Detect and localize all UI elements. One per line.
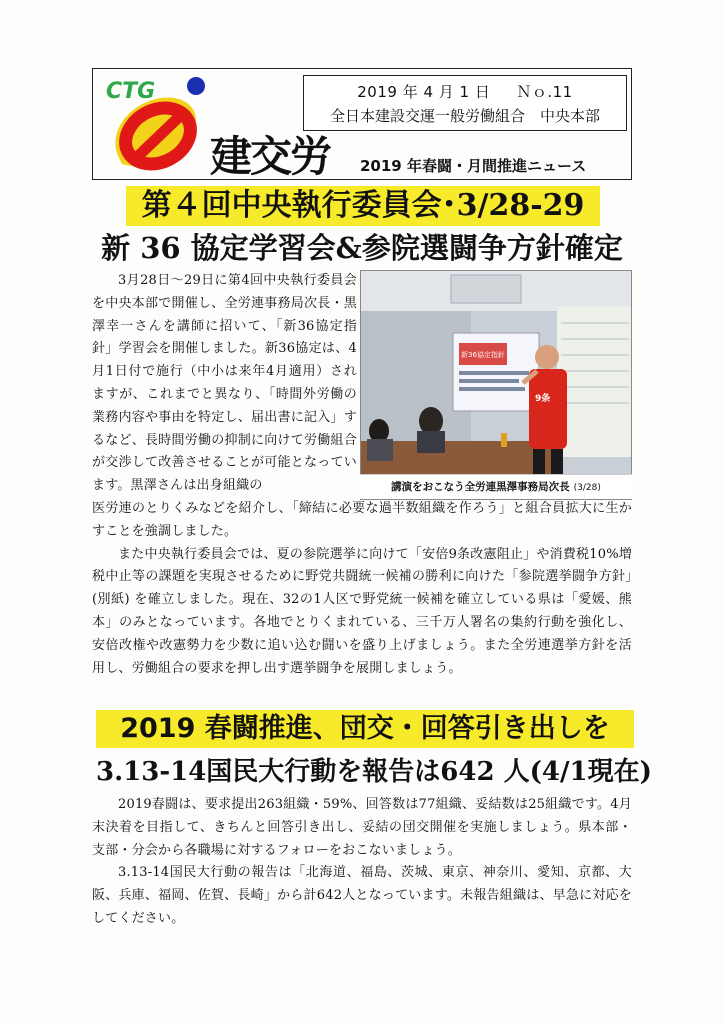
shirt-text: 9条 <box>535 394 551 404</box>
slide-text: 新36協定指針 <box>461 351 505 359</box>
organization-name: 全日本建設交運一般労働組合 中央本部 <box>329 107 600 125</box>
union-short-name: 建交労 <box>210 132 331 181</box>
issue-date: 2019 年 4 月 1 日 <box>357 83 491 101</box>
article2-subheadline: 3.13-14国民大行動を報告は642 人(4/1現在) <box>96 757 652 787</box>
photo-caption: 講演をおこなう全労連黒澤事務局次長 (3/28) <box>360 474 632 499</box>
issue-box <box>303 75 627 131</box>
ctg-logo <box>100 72 218 182</box>
article1-paragraph1-left: 3月28日～29日に第4回中央執行委員会を中央本部で開催し、全労連事務局次長・黒澤幸一さんを講師に招いて、「新36協定指針」学習会を開催しました。新36協定は、4月1日付で施行（中小は来年4月適用）されますが、これまでと異なり、「時間外労働の業務内容や事由を特定し、届出書に記入」するなど、長時間労働の抑制に向けて労働組合が交渉して改善させることが可能となっています。黒澤さんは出身組織の <box>92 273 357 494</box>
article2-paragraph2: 3.13-14国民大行動の報告は「北海道、福島、茨城、東京、神奈川、愛知、京都、大阪、兵庫、福岡、佐賀、長崎」から計642人となっています。未報告組織は、早急に対応をしてください。 <box>92 865 632 926</box>
newsletter-name: 2019 年春闘・月間推進ニュース <box>360 157 587 175</box>
lecture-photo <box>360 270 632 500</box>
article1-paragraph1-continued: 医労連のとりくみなどを紹介し、「締結に必要な過半数組織を作ろう」と組合員拡大に生かすことを強調しました。 また中央執行委員会では、夏の参院選挙に向けて「安倍9条改憲阻止」や消費税10%増税中止等の課題を実現させるために野党共闘統一候補の勝利に向けた「参院選挙闘争方針」(別紙) を確立しました。現在、32の1人区で野党統一候補を確立している県は「愛媛、熊本」のみとなっています。各地でとりくまれている、三千万人署名の集約行動を強化し、安倍改権や改憲勢力を少数に追い込む闘いを盛り上げましょう。また全労連選挙方針を活用し、労働組合の要求を押し出す選挙闘争を展開しましょう。 <box>92 501 632 676</box>
article1-paragraph2: また中央執行委員会では、夏の参院選挙に向けて「安倍9条改憲阻止」や消費税10%増税中止等の課題を実現させるために野党共闘統一候補の勝利に向けた「参院選挙闘争方針」(別紙) を確立しました。現在、32の1人区で野党統一候補を確立している県は「愛媛、熊本」のみとなっています。各地でとりくまれている、三千万人署名の集約行動を強化し、安倍改権や改憲勢力を少数に追い込む闘いを盛り上げましょう。また全労連選挙方針を活用し、労働組合の要求を押し出す選挙闘争を展開しましょう。 <box>92 546 632 676</box>
article1-subheadline: 新 36 協定学習会&参院選闘争方針確定 <box>101 231 623 265</box>
article2-paragraph1: 2019春闘は、要求提出263組織・59%、回答数は77組織、妥結数は25組織です。4月末決着を目指して、きちんと回答引き出し、妥結の団交開催を実施しましょう。県本部・支部・分会から各職場に対するフォローをおこないましょう。 <box>92 797 632 858</box>
article2-headline: 2019 春闘推進、団交・回答引き出しを <box>96 710 634 748</box>
article2-body <box>92 794 632 931</box>
issue-date-line <box>304 81 626 102</box>
logo-text: CTG <box>106 79 156 104</box>
issue-number: Ｎｏ.11 <box>516 83 573 101</box>
article1-headline: 第４回中央執行委員会･3/28-29 <box>126 186 600 226</box>
